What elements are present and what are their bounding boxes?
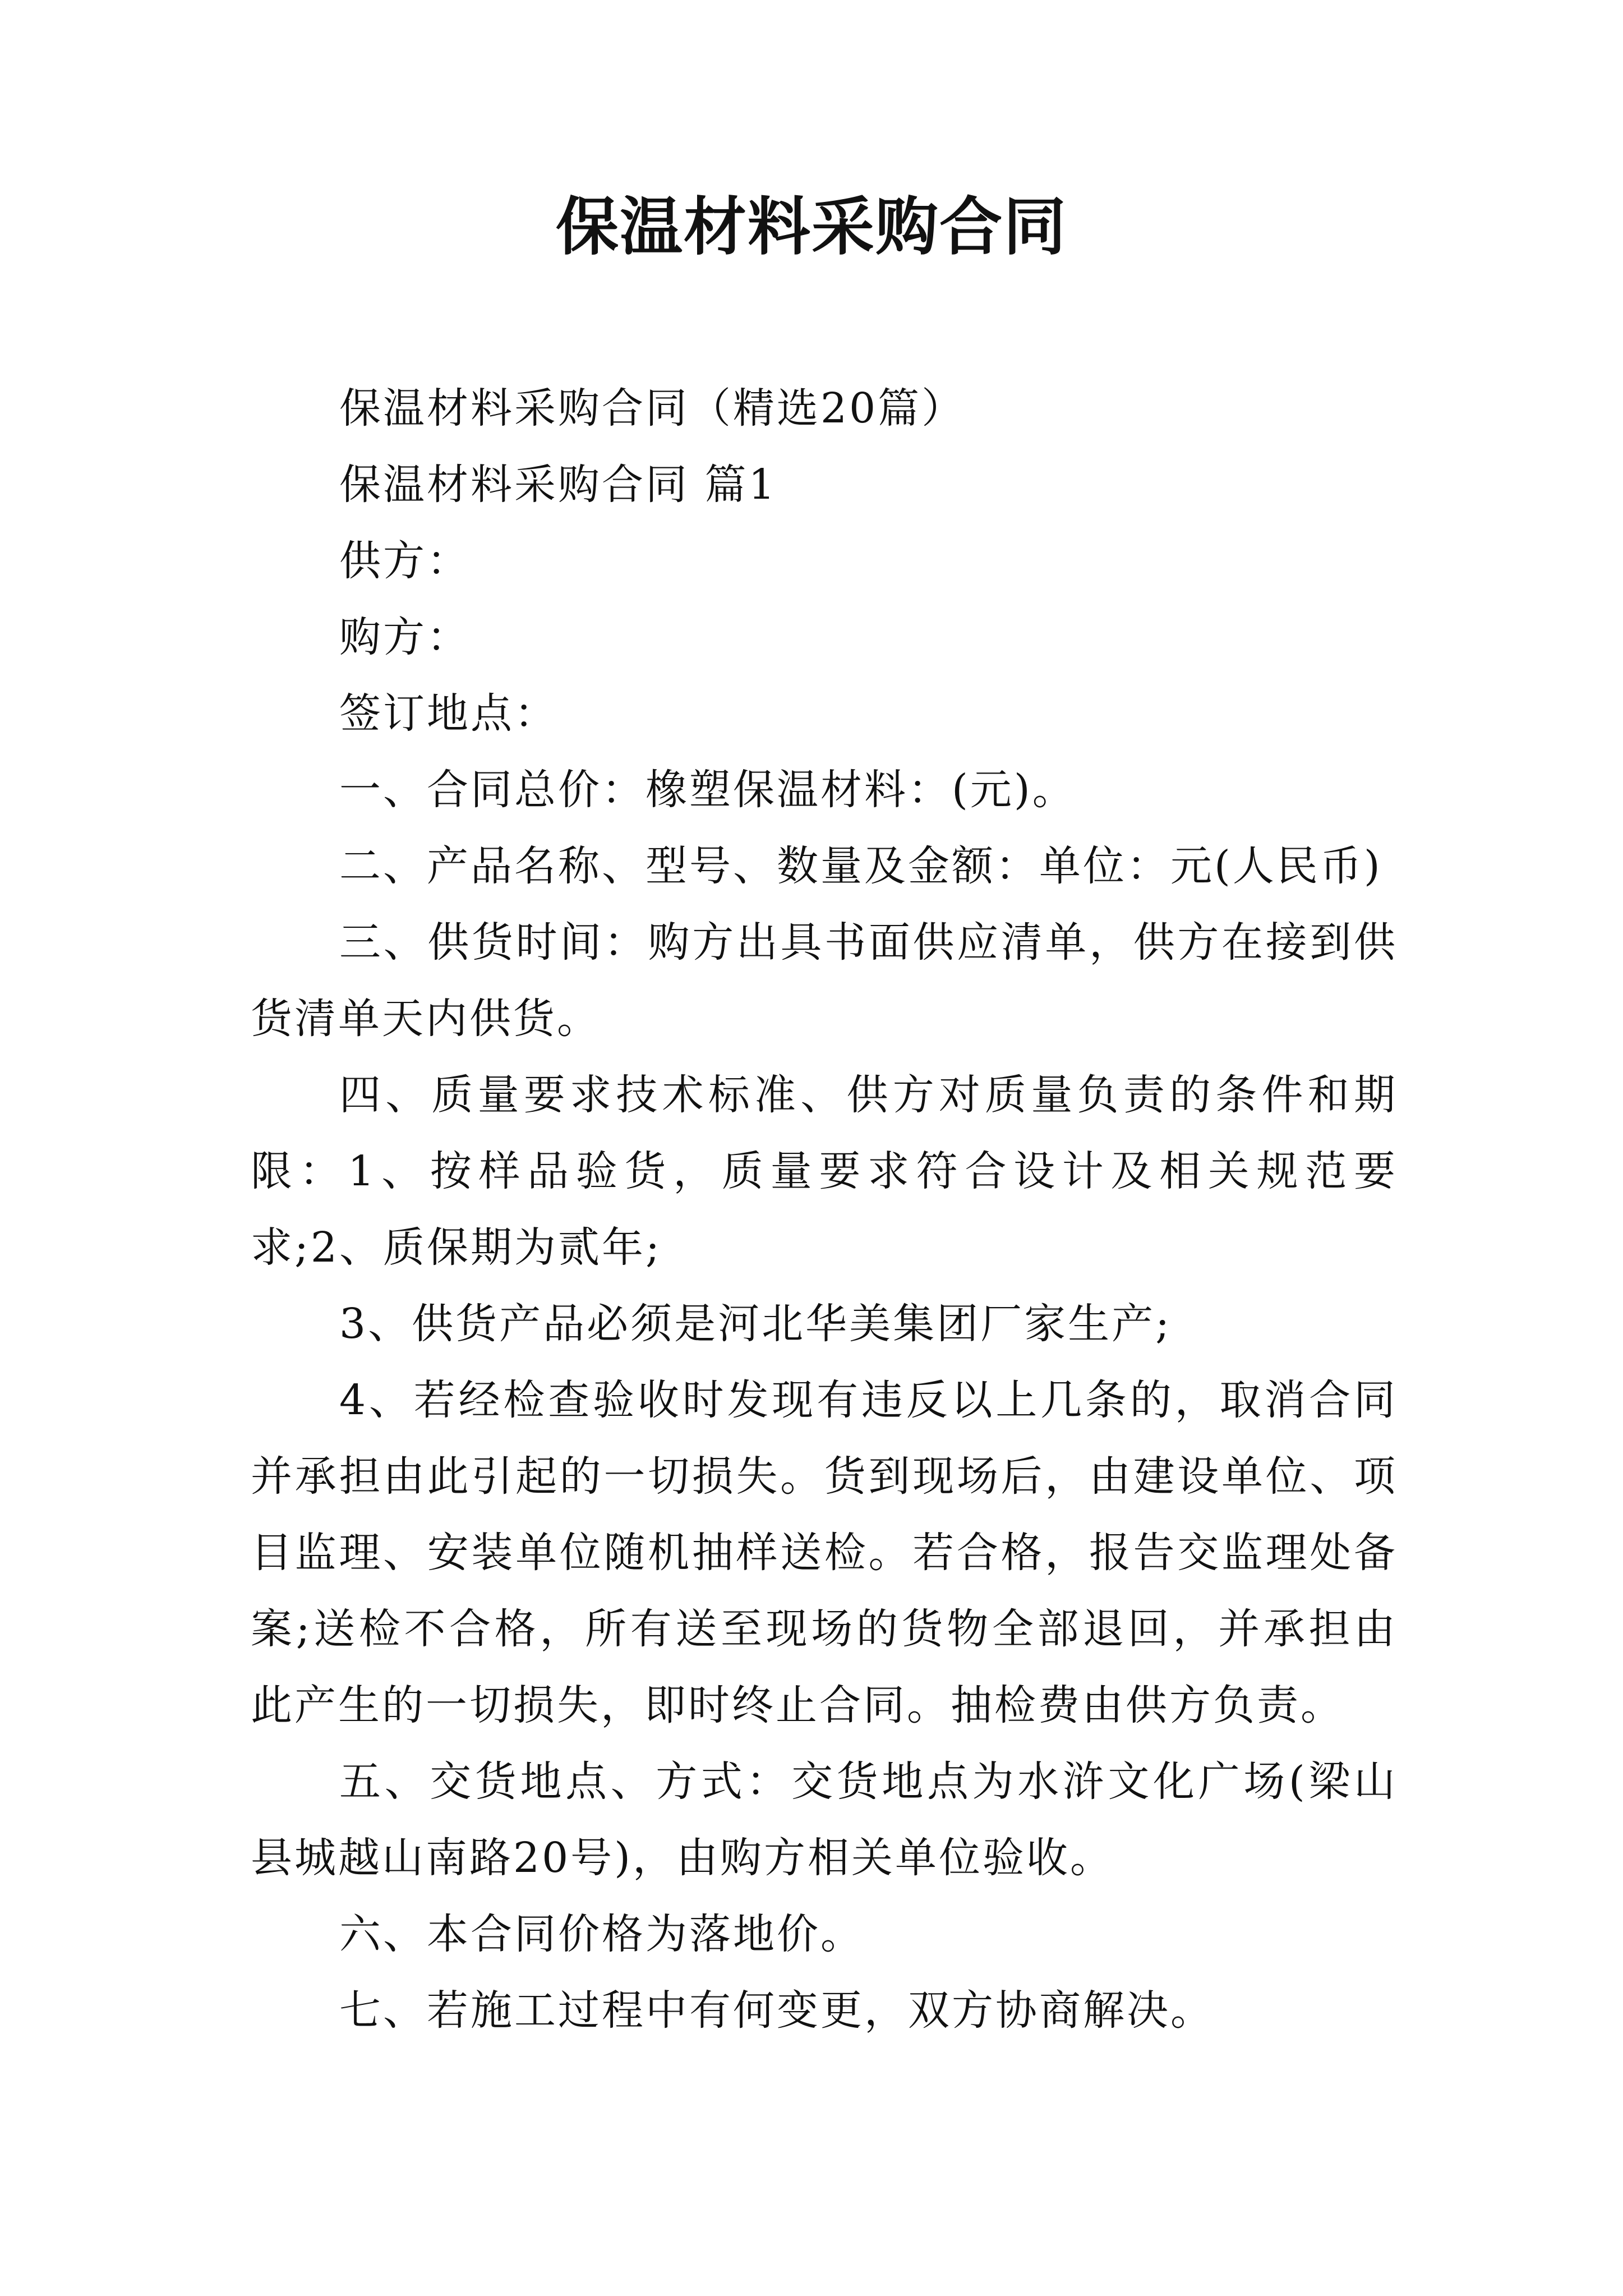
- paragraph-supplier: 供方：: [339, 537, 471, 585]
- paragraph-clause-1: 一、合同总价：橡塑保温材料：(元)。: [339, 766, 1076, 814]
- paragraph-buyer: 购方：: [339, 613, 471, 661]
- paragraph-subtitle: 保温材料采购合同（精选20篇）: [339, 384, 966, 432]
- paragraph-clause-5: 五、交货地点、方式：交货地点为水浒文化广场(梁山县城越山南路20号)，由购方相关单位验收。: [251, 1757, 1398, 1882]
- document-body: [251, 370, 1398, 2049]
- paragraph-clause-6: 六、本合同价格为落地价。: [339, 1910, 864, 1958]
- paragraph-clause-2: 二、产品名称、型号、数量及金额：单位：元(人民币): [339, 842, 1382, 890]
- paragraph-clause-4-item-4: 4、若经检查验收时发现有违反以上几条的，取消合同并承担由此引起的一切损失。货到现场后，由建设单位、项目监理、安装单位随机抽样送检。若合格，报告交监理处备案;送检不合格，所有送至现场的货物全部退回，并承担由此产生的一切损失，即时终止合同。抽检费由供方负责。: [251, 1376, 1398, 1729]
- paragraph-section-heading: 保温材料采购合同 篇1: [339, 461, 777, 509]
- paragraph-clause-7: 七、若施工过程中有何变更，双方协商解决。: [339, 1986, 1214, 2035]
- document-title: 保温材料采购合同: [556, 190, 1067, 264]
- paragraph-clause-4: 四、质量要求技术标准、供方对质量负责的条件和期限：1、按样品验货，质量要求符合设计及相关规范要求;2、质保期为贰年;: [251, 1071, 1398, 1272]
- paragraph-clause-3: 三、供货时间：购方出具书面供应清单，供方在接到供货清单天内供货。: [251, 918, 1398, 1043]
- paragraph-clause-4-item-3: 3、供货产品必须是河北华美集团厂家生产;: [339, 1300, 1172, 1348]
- paragraph-signing-place: 签订地点：: [339, 689, 558, 738]
